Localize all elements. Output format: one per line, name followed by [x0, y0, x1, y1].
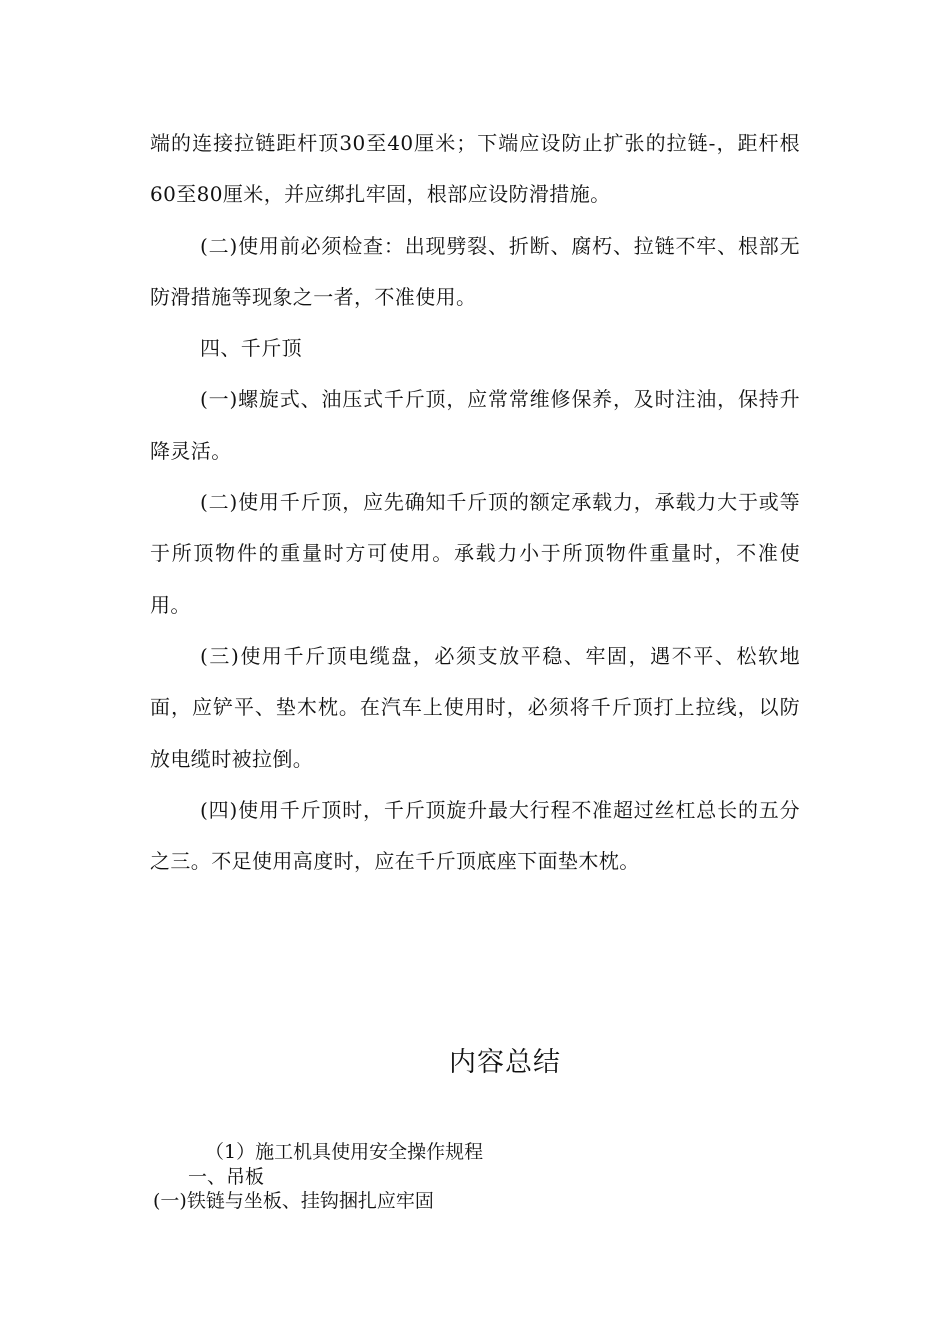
paragraph-3: (一)螺旋式、油压式千斤顶，应常常维修保养，及时注油，保持升降灵活。: [150, 387, 800, 463]
summary-title: 内容总结: [449, 1047, 561, 1078]
document-body: [150, 118, 800, 887]
section-heading-jack: 四、千斤顶: [200, 336, 302, 361]
summary-line-2: 一、吊板: [188, 1166, 265, 1188]
summary-line-3: (一)铁链与坐板、挂钩捆扎应牢固: [153, 1190, 434, 1212]
paragraph-5: (三)使用千斤顶电缆盘，必须支放平稳、牢固，遇不平、松软地面，应铲平、垫木枕。在汽车上使用时，必须将千斤顶打上拉线，以防放电缆时被拉倒。: [150, 643, 800, 771]
summary-line-1: （1）施工机具使用安全操作规程: [205, 1141, 484, 1163]
paragraph-2: (二)使用前必须检查：出现劈裂、折断、腐朽、拉链不牢、根部无防滑措施等现象之一者，不准使用。: [150, 233, 800, 309]
paragraph-6: (四)使用千斤顶时，千斤顶旋升最大行程不准超过丝杠总长的五分之三。不足使用高度时，应在千斤顶底座下面垫木枕。: [150, 797, 800, 874]
paragraph-4: (二)使用千斤顶，应先确知千斤顶的额定承载力，承载力大于或等于所顶物件的重量时方可使用。承载力小于所顶物件重量时，不准使用。: [150, 490, 800, 617]
paragraph-1: 端的连接拉链距杆顶30至40厘米；下端应设防止扩张的拉链-，距杆根60至80厘米，并应绑扎牢固，根部应设防滑措施。: [150, 131, 800, 207]
